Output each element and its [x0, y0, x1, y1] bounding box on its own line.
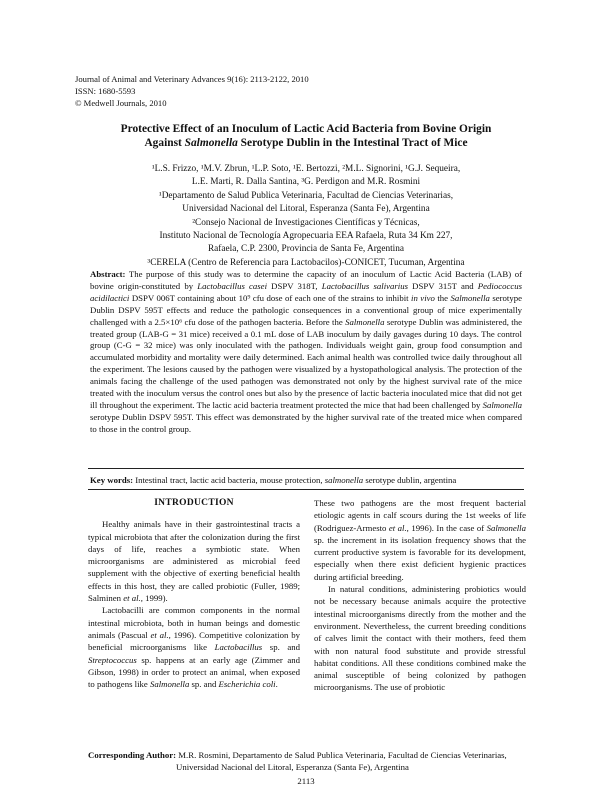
affiliation-2: Universidad Nacional del Litoral, Esperanza (Santa Fe), Argentina — [182, 204, 430, 215]
intro-paragraph-2: Lactobacilli are common components in the normal intestinal microbiota, both in human beings and domestic animals (Pascual et al., 1996). Competitive colonization by beneficial microorganisms like Lactobacillus sp. and Streptococcus sp. happens at an early age (Zimmer and Gibson, 1998) in order to protect an animal, when exposed to pathogens like Salmonella sp. and Escherichia coli. — [88, 605, 300, 690]
keywords-rule-bottom — [88, 489, 524, 490]
page-number: 2113 — [297, 776, 315, 786]
author-line-1: ¹L.S. Frizzo, ¹M.V. Zbrun, ¹L.P. Soto, ¹E. Bertozzi, ²M.L. Signorini, ¹G.J. Sequeira, — [151, 164, 461, 174]
intro-paragraph-4: In natural conditions, administering probiotics would not be necessary because animals acquire the protective intestinal microorganisms directly from the mother and the environment. Nevertheless, the current breeding conditions of calves limit the contact with their mothers, feed them with non natural food substitute and provide stressful habitat conditions. All these conditions combined make the animal susceptible of being colonized by pathogen microorganisms. The use of probiotic — [314, 584, 526, 693]
corresponding-line-2: Universidad Nacional del Litoral, Esperanza (Santa Fe), Argentina — [176, 762, 409, 772]
journal-citation: Journal of Animal and Veterinary Advances 9(16): 2113-2122, 2010 — [75, 74, 309, 84]
keywords-label: Key words: — [90, 475, 134, 485]
affiliation-4: Instituto Nacional de Tecnología Agropecuaria EEA Rafaela, Ruta 34 Km 227, — [159, 231, 453, 242]
keywords: Key words: Intestinal tract, lactic acid bacteria, mouse protection, salmonella serotype dublin, argentina — [90, 475, 457, 485]
title-line-1: Protective Effect of an Inoculum of Lactic Acid Bacteria from Bovine Origin — [120, 123, 492, 135]
title-line-2: Against Salmonella Serotype Dublin in the Intestinal Tract of Mice — [144, 137, 468, 150]
abstract: Abstract: The purpose of this study was to determine the capacity of an inoculum of Lactic Acid Bacteria (LAB) of bovine origin-constituted by Lactobacillus casei DSPV 318T, Lactobacillus salivarius DSPV 315T and Pediococcus acidilactici DSPV 006T containing about 10⁹ cfu dose of each one of the strains to inhibit in vivo the Salmonella serotype Dublin DSPV 595T effects and reduce the pathologic consequences in a conventional group of mice experimentally challenged with a 2.5×10⁶ cfu dose of the pathogen bacteria. Before the Salmonella serotype Dublin was administered, the treated group (LAB-G = 31 mice) received a 0.1 mL dose of LAB inoculum by daily gavages during 10 days. The control group (C-G = 32 mice) was only inoculated with the pathogen. Individuals weight gain, group food consumption and accumulated morbidity and mortality were daily determined. Each animal health was controlled twice daily throughout all the experiment. The lesions caused by the pathogen were visualized by a hystopathological analysis. The protection of the animals facing the challenge of the used pathogen was demonstrated not only by the highest survival rate of the mice treated with the inoculum versus the control ones but also by the presence of lactic bacteria inoculated mice that did not get ill throughout the experiment. The lactic acid bacteria treatment protected the mice that had been challenged by Salmonella serotype Dublin DSPV 595T. This effect was demonstrated by the higher survival rate of the treated mice when compared to those in the control group. — [90, 269, 522, 434]
affiliation-6: ³CERELA (Centro de Referencia para Lactobacilos)-CONICET, Tucuman, Argentina — [147, 257, 465, 268]
intro-paragraph-3: These two pathogens are the most frequent bacterial etiologic agents in calf scours during the 1st weeks of life (Rodriguez-Armesto et al., 1996). In the case of Salmonella sp. the increment in its isolation frequency shows that the current productive system is favorable for its development, especially when there exist deficient hygienic practices during artificial breeding. — [314, 498, 526, 582]
right-column — [314, 497, 526, 694]
paper-title — [80, 122, 532, 151]
intro-paragraph-1: Healthy animals have in their gastrointestinal tracts a typical microbiota that after the colonization during the first days of life, reaches a symbiotic state. When microorganisms are administered as microbial feed supplement with the objective of exerting beneficial health effects in this host, they are called probiotic (Fuller, 1989; Salminen et al., 1999). — [88, 519, 300, 604]
affiliation-5: Rafaela, C.P. 2300, Provincia de Santa Fe, Argentina — [207, 244, 405, 255]
journal-issn: ISSN: 1680-5593 — [75, 86, 136, 97]
keywords-rule-top — [88, 468, 524, 469]
journal-info — [75, 73, 309, 110]
left-column — [88, 497, 300, 690]
corresponding-author — [88, 749, 528, 773]
author-line-2: L.E. Marti, R. Dalla Santina, ³G. Perdigon and M.R. Rosmini — [191, 177, 421, 188]
corresponding-line-1: Corresponding Author: M.R. Rosmini, Departamento de Salud Publica Veterinaria, Facultad de Ciencias Veterinarias, — [88, 750, 507, 760]
abstract-label: Abstract: — [90, 269, 126, 279]
section-heading-introduction: INTRODUCTION — [154, 498, 234, 508]
corresponding-label: Corresponding Author: — [88, 750, 177, 760]
affiliation-3: ²Consejo Nacional de Investigaciones Científicas y Técnicas, — [192, 217, 420, 228]
author-block — [95, 163, 517, 270]
journal-copyright: © Medwell Journals, 2010 — [75, 98, 167, 109]
affiliation-1: ¹Departamento de Salud Publica Veterinaria, Facultad de Ciencias Veterinarias, — [158, 190, 454, 201]
